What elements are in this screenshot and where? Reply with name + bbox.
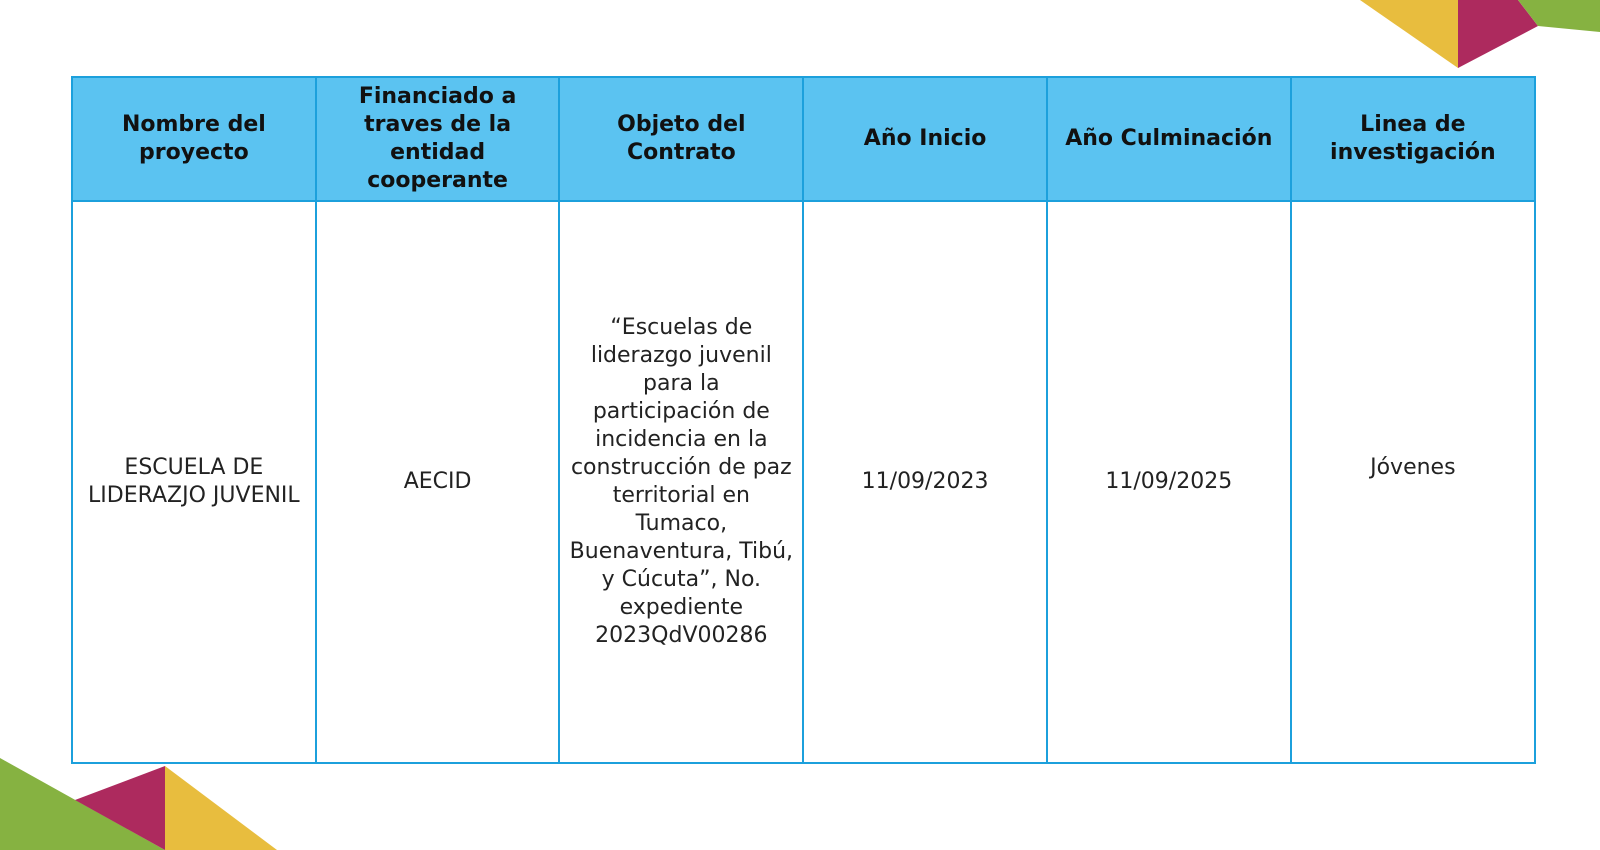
header-research-line: Linea de investigación [1291, 77, 1535, 201]
research-line-text: Jóvenes [1370, 455, 1456, 480]
cell-end-date: 11/09/2025 [1047, 201, 1291, 763]
yellow-triangle [165, 766, 277, 850]
cell-research-line [1291, 201, 1535, 763]
cell-start-date: 11/09/2023 [803, 201, 1047, 763]
cell-funder: AECID [316, 201, 560, 763]
cell-project-name: ESCUELA DE LIDERAZJO JUVENIL [72, 201, 316, 763]
top-right-decoration [1360, 0, 1600, 80]
table-header-row [72, 77, 1535, 201]
yellow-triangle [1360, 0, 1458, 68]
cell-contract-object: “Escuelas de liderazgo juvenil para la participación de incidencia en la construcción de paz territorial en Tumaco, Buenaventura, Tibú, y Cúcuta”, No. expediente 2023QdV00286 [559, 201, 803, 763]
bottom-left-decoration [0, 750, 290, 850]
header-funder: Financiado a traves de la entidad cooperante [316, 77, 560, 201]
header-start-year: Año Inicio [803, 77, 1047, 201]
header-end-year: Año Culminación [1047, 77, 1291, 201]
table-row [72, 201, 1535, 763]
header-project-name: Nombre del proyecto [72, 77, 316, 201]
project-table [71, 76, 1536, 764]
header-contract-object: Objeto del Contrato [559, 77, 803, 201]
